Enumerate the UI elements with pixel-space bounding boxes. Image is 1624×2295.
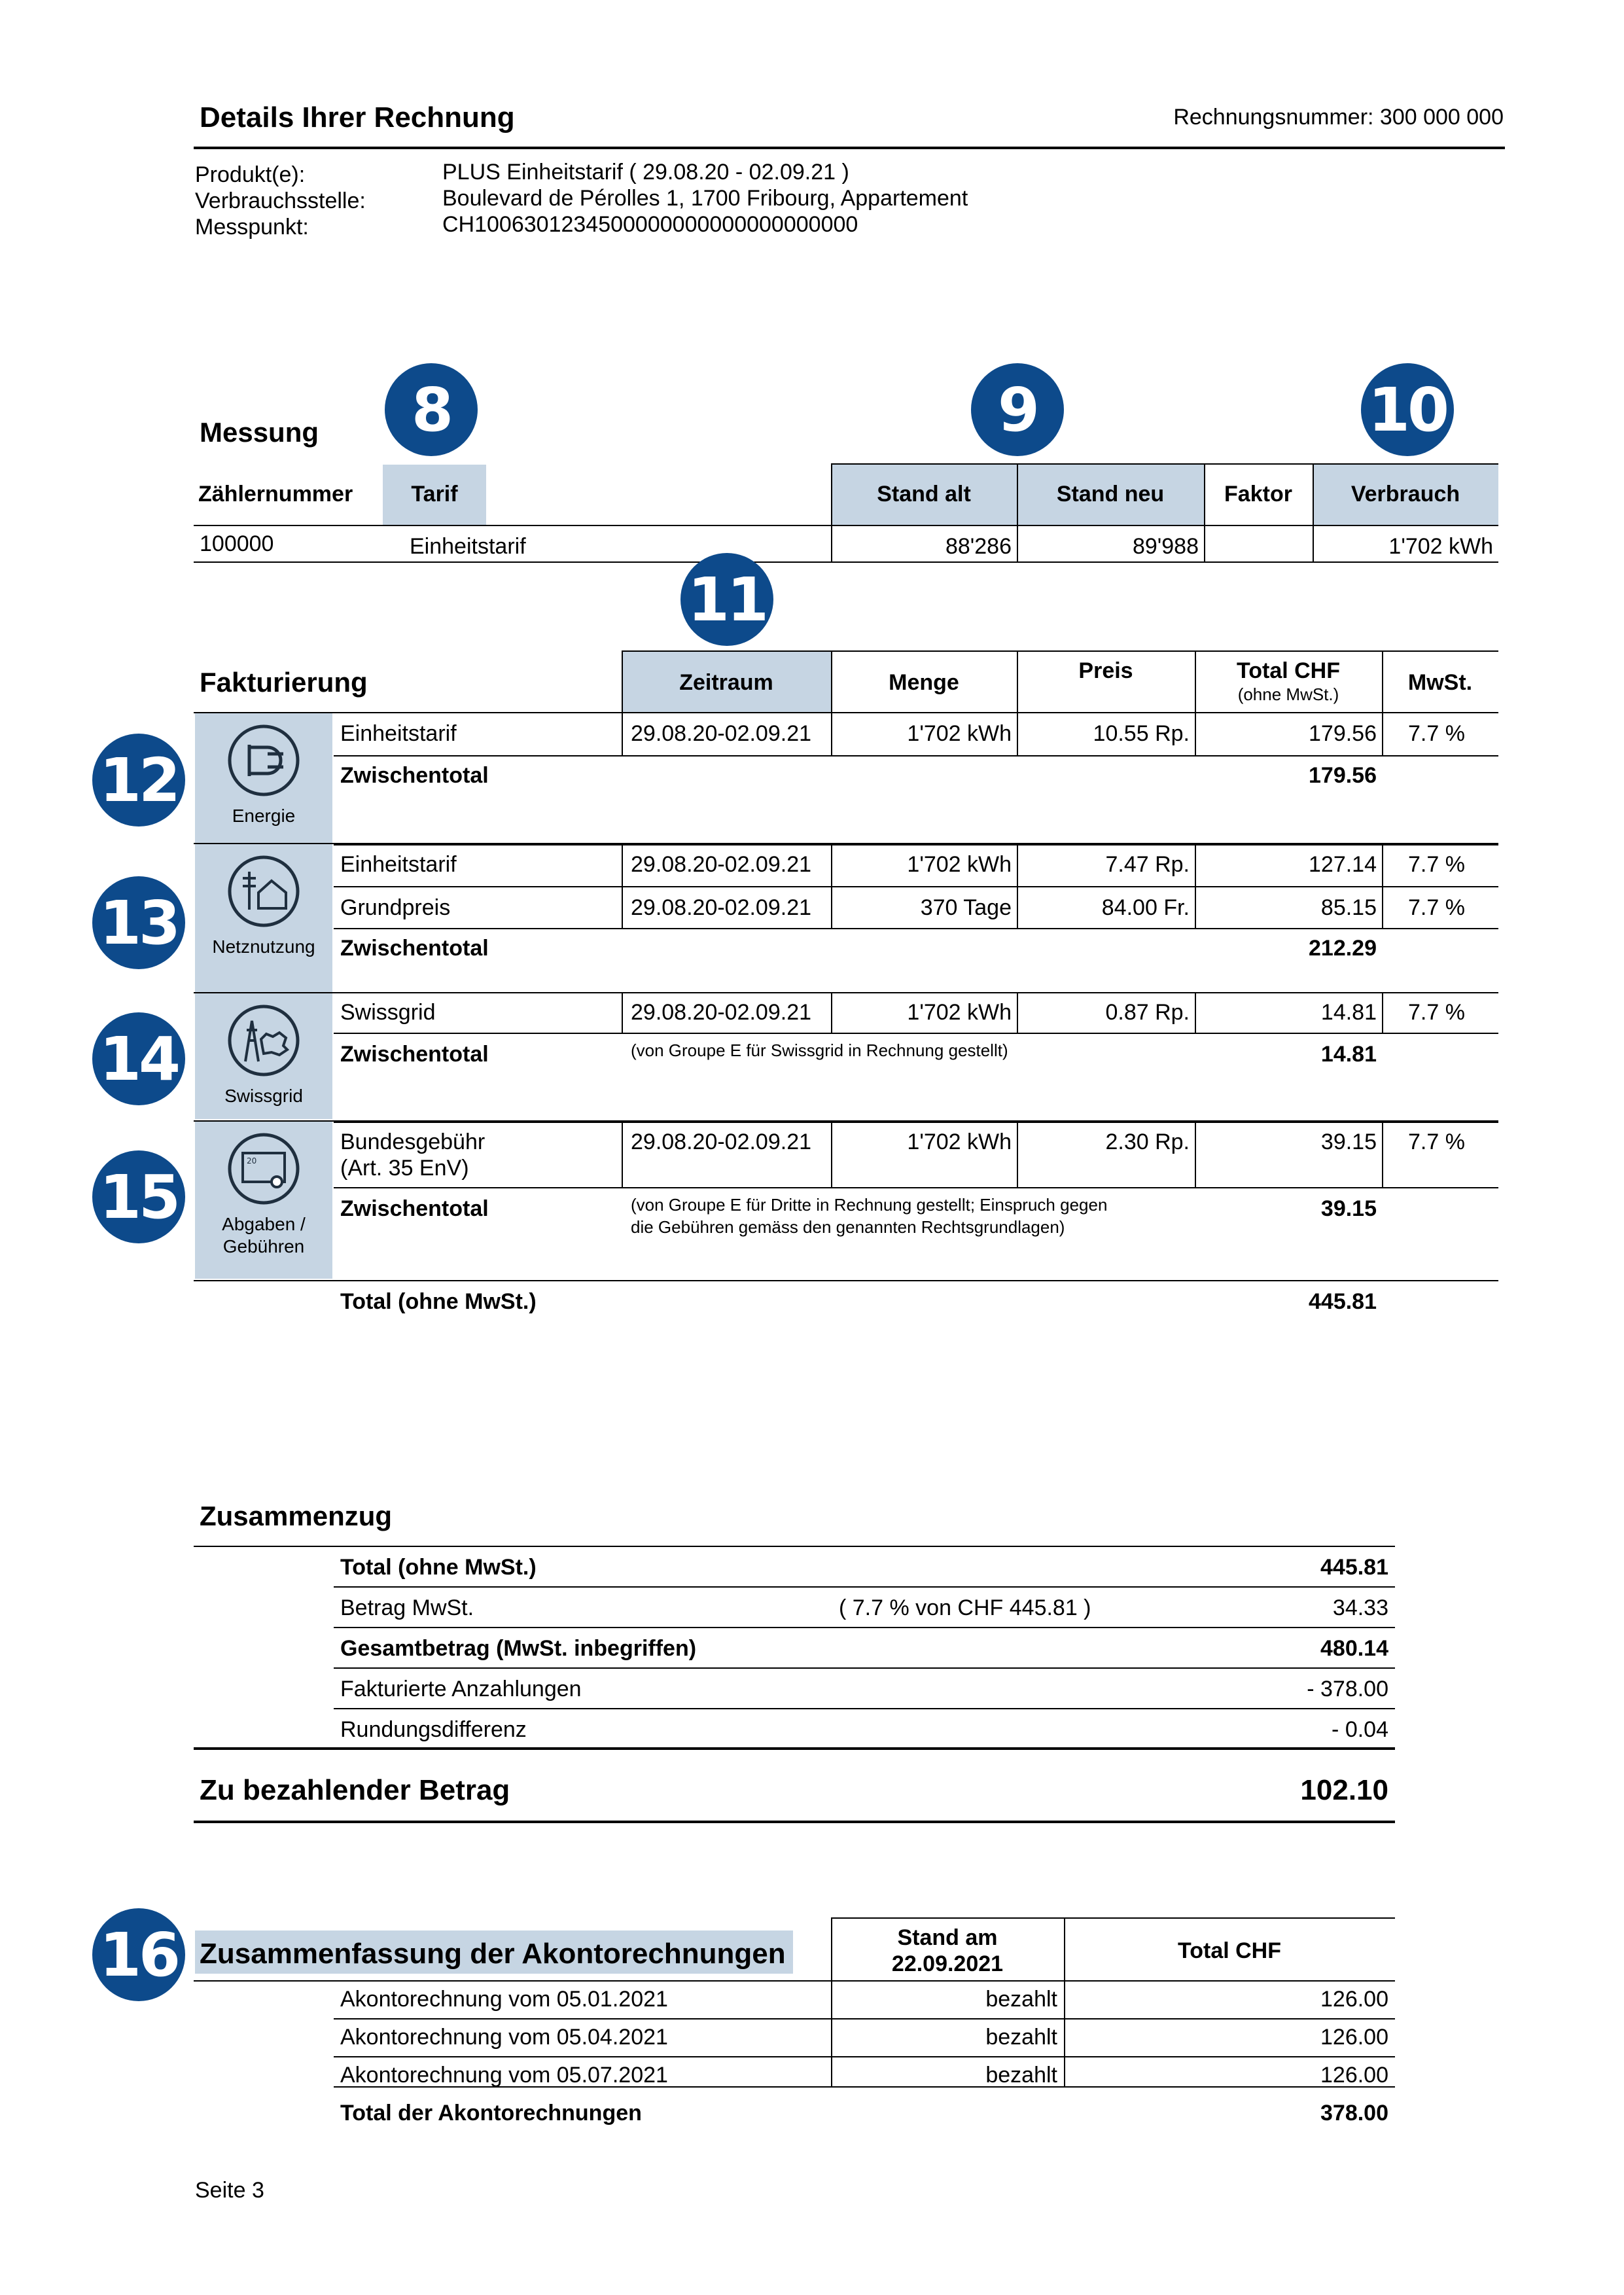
grid-house-icon <box>224 852 303 931</box>
meter-label: Messpunkt: <box>195 215 309 240</box>
col-total: Total CHF <box>1236 658 1340 683</box>
netz-row1-zeitraum: 29.08.20-02.09.21 <box>631 852 812 877</box>
page-number: Seite 3 <box>195 2178 264 2203</box>
netz-row1-total: 127.14 <box>1309 852 1377 877</box>
ak-header-rule <box>194 1980 1395 1982</box>
col-stand-am: Stand am <box>897 1925 998 1950</box>
netz-row2-rule <box>334 928 1498 929</box>
site-label: Verbrauchsstelle: <box>195 188 366 213</box>
messung-bottom-rule <box>194 561 1498 563</box>
swissgrid-row-name: Swissgrid <box>340 1000 436 1025</box>
energie-vline-5 <box>1382 712 1383 755</box>
ak-rule-1 <box>334 2018 1395 2019</box>
badge-15: 15 <box>92 1150 185 1243</box>
netz-row1-mwst: 7.7 % <box>1408 852 1465 877</box>
abgaben-label-2: Gebühren <box>222 1236 305 1256</box>
netz-row2-mwst: 7.7 % <box>1408 895 1465 920</box>
meter-value: CH1006301234500000000000000000000 <box>442 212 858 237</box>
akonto-title: Zusammenfassung der Akontorechnungen <box>200 1938 786 1970</box>
netz-row2-total: 85.15 <box>1320 895 1377 920</box>
ak-row1-value: 126.00 <box>1320 1987 1388 2012</box>
energie-row-rule <box>334 755 1498 756</box>
svg-text:20: 20 <box>247 1156 257 1165</box>
stand-neu-value: 89'988 <box>1132 534 1199 559</box>
badge-13: 13 <box>92 876 185 969</box>
zz-row2-note: ( 7.7 % von CHF 445.81 ) <box>839 1595 1091 1620</box>
product-value: PLUS Einheitstarif ( 29.08.20 - 02.09.21 ) <box>442 160 849 185</box>
zz-rule-5 <box>194 1747 1395 1750</box>
zusammenzug-title: Zusammenzug <box>200 1501 393 1531</box>
energie-row-menge: 1'702 kWh <box>907 721 1012 746</box>
netz-row2-name: Grundpreis <box>340 895 451 920</box>
swissgrid-row-rule <box>334 1033 1498 1034</box>
col-total-chf: Total CHF <box>1177 1938 1281 1963</box>
ak-row3-status: bezahlt <box>985 2063 1057 2088</box>
badge-16: 16 <box>92 1908 185 2001</box>
col-tarif: Tarif <box>411 482 458 507</box>
col-zaehlernummer: Zählernummer <box>198 482 353 507</box>
col-zeitraum: Zeitraum <box>679 670 773 695</box>
abgaben-subtotal-label: Zwischentotal <box>340 1196 489 1221</box>
abgaben-row-rule <box>334 1187 1498 1188</box>
col-faktor: Faktor <box>1224 482 1292 507</box>
ak-row1-label: Akontorechnung vom 05.01.2021 <box>340 1987 668 2012</box>
due-value: 102.10 <box>1300 1774 1388 1806</box>
stand-alt-value: 88'286 <box>945 534 1012 559</box>
invoice-number: Rechnungsnummer: 300 000 000 <box>1173 105 1504 130</box>
abgaben-row-zeitraum: 29.08.20-02.09.21 <box>631 1130 812 1154</box>
energie-row-zeitraum: 29.08.20-02.09.21 <box>631 721 812 746</box>
badge-8: 8 <box>385 363 478 456</box>
zz-row5-value: - 0.04 <box>1332 1717 1388 1742</box>
ak-row2-value: 126.00 <box>1320 2025 1388 2050</box>
netz-row1-name: Einheitstarif <box>340 852 457 877</box>
swissgrid-subtotal: 14.81 <box>1320 1042 1377 1067</box>
site-value: Boulevard de Pérolles 1, 1700 Fribourg, Appartement <box>442 186 968 211</box>
ak-row2-label: Akontorechnung vom 05.04.2021 <box>340 2025 668 2050</box>
col-stand-date: 22.09.2021 <box>891 1951 1004 1976</box>
netz-row2-menge: 370 Tage <box>920 895 1012 920</box>
energie-subtotal-label: Zwischentotal <box>340 763 489 788</box>
sg-vline-5 <box>1382 992 1383 1033</box>
meter-tarif: Einheitstarif <box>410 534 526 559</box>
page-title: Details Ihrer Rechnung <box>200 101 515 133</box>
swissgrid-row-mwst: 7.7 % <box>1408 1000 1465 1025</box>
abgaben-row-name-1: Bundesgebühr <box>340 1130 485 1154</box>
abgaben-category <box>195 1122 332 1279</box>
abgaben-row-menge: 1'702 kWh <box>907 1130 1012 1154</box>
col-stand-neu: Stand neu <box>1056 482 1165 507</box>
zz-top-rule <box>194 1546 1395 1547</box>
ak-total-label: Total der Akontorechnungen <box>340 2101 642 2126</box>
messung-vline-3 <box>1204 463 1205 561</box>
energie-label: Energie <box>232 806 296 826</box>
zz-rule-4 <box>334 1708 1395 1709</box>
col-stand-alt: Stand alt <box>877 482 971 507</box>
sg-vline-1 <box>622 992 623 1033</box>
fakturierung-total-label: Total (ohne MwSt.) <box>340 1289 537 1314</box>
messung-top-rule <box>831 463 1498 465</box>
swissgrid-pylon-icon <box>224 1001 303 1080</box>
ak-rule-2 <box>334 2056 1395 2057</box>
netz-row2-zeitraum: 29.08.20-02.09.21 <box>631 895 812 920</box>
zz-bottom-rule <box>194 1821 1395 1823</box>
zz-row2-label: Betrag MwSt. <box>340 1595 474 1620</box>
fakturierung-total: 445.81 <box>1309 1289 1377 1314</box>
netz-end-rule <box>194 992 1498 993</box>
ak-top-rule <box>831 1917 1395 1919</box>
due-label: Zu bezahlender Betrag <box>200 1774 510 1806</box>
abgaben-end-rule <box>194 1280 1498 1281</box>
zz-rule-2 <box>334 1627 1395 1628</box>
messung-mid-rule <box>194 525 1498 526</box>
badge-14: 14 <box>92 1012 185 1105</box>
energie-category <box>195 713 332 843</box>
plug-icon <box>224 721 303 800</box>
abgaben-label-1: Abgaben / <box>222 1214 306 1234</box>
swissgrid-subtotal-label: Zwischentotal <box>340 1042 489 1067</box>
ab-vline-1 <box>622 1122 623 1187</box>
col-mwst: MwSt. <box>1407 670 1473 695</box>
ab-vline-5 <box>1382 1122 1383 1187</box>
messung-title: Messung <box>200 417 319 448</box>
netz-row1-preis: 7.47 Rp. <box>1105 852 1190 877</box>
zz-row2-value: 34.33 <box>1332 1595 1388 1620</box>
energie-row-preis: 10.55 Rp. <box>1093 721 1190 746</box>
netz-subtotal: 212.29 <box>1309 936 1377 961</box>
ak-total-value: 378.00 <box>1320 2101 1388 2126</box>
ak-row3-value: 126.00 <box>1320 2063 1388 2088</box>
verbrauch-value: 1'702 kWh <box>1388 534 1493 559</box>
col-menge: Menge <box>889 670 959 695</box>
energie-row-name: Einheitstarif <box>340 721 457 746</box>
badge-10: 10 <box>1361 363 1454 456</box>
header-rule <box>194 147 1505 149</box>
abgaben-note-1: (von Groupe E für Dritte in Rechnung gestellt; Einspruch gegen <box>631 1195 1108 1215</box>
energie-vline-1 <box>622 712 623 755</box>
zz-row1-label: Total (ohne MwSt.) <box>340 1555 537 1580</box>
abgaben-row-mwst: 7.7 % <box>1408 1130 1465 1154</box>
col-total-sub: (ohne MwSt.) <box>1237 685 1339 704</box>
badge-11: 11 <box>680 553 773 646</box>
netz-subtotal-label: Zwischentotal <box>340 936 489 961</box>
fee-ticket-icon <box>224 1130 303 1208</box>
fakturierung-title: Fakturierung <box>200 667 368 698</box>
ak-rule-3 <box>334 2086 1395 2088</box>
abgaben-top-rule <box>334 1122 1498 1123</box>
swissgrid-row-menge: 1'702 kWh <box>907 1000 1012 1025</box>
zz-row3-value: 480.14 <box>1320 1636 1388 1661</box>
netz-row1-menge: 1'702 kWh <box>907 852 1012 877</box>
zz-row4-value: - 378.00 <box>1307 1677 1388 1701</box>
meter-number: 100000 <box>200 531 274 556</box>
swissgrid-category <box>195 993 332 1119</box>
energie-subtotal: 179.56 <box>1309 763 1377 788</box>
energie-row-mwst: 7.7 % <box>1408 721 1465 746</box>
abgaben-row-total: 39.15 <box>1320 1130 1377 1154</box>
fakt-top-rule <box>622 650 1498 652</box>
netz-top-rule <box>334 844 1498 845</box>
badge-9: 9 <box>971 363 1064 456</box>
badge-12: 12 <box>92 734 185 827</box>
product-label: Produkt(e): <box>195 162 306 187</box>
abgaben-note-2: die Gebühren gemäss den genannten Rechtsgrundlagen) <box>631 1217 1065 1237</box>
abgaben-row-preis: 2.30 Rp. <box>1105 1130 1190 1154</box>
ak-row2-status: bezahlt <box>985 2025 1057 2050</box>
swissgrid-row-zeitraum: 29.08.20-02.09.21 <box>631 1000 812 1025</box>
netz-row1-rule <box>334 886 1498 887</box>
abgaben-row-name-2: (Art. 35 EnV) <box>340 1156 469 1181</box>
zz-row5-label: Rundungsdifferenz <box>340 1717 527 1742</box>
netz-label: Netznutzung <box>212 936 315 957</box>
zz-row1-value: 445.81 <box>1320 1555 1388 1580</box>
zz-rule-3 <box>334 1667 1395 1669</box>
swissgrid-row-preis: 0.87 Rp. <box>1105 1000 1190 1025</box>
swissgrid-row-total: 14.81 <box>1320 1000 1377 1025</box>
zz-row4-label: Fakturierte Anzahlungen <box>340 1677 582 1701</box>
ak-row1-status: bezahlt <box>985 1987 1057 2012</box>
zz-row3-label: Gesamtbetrag (MwSt. inbegriffen) <box>340 1636 697 1661</box>
abgaben-subtotal: 39.15 <box>1320 1196 1377 1221</box>
swissgrid-label: Swissgrid <box>224 1086 303 1106</box>
netz-row2-preis: 84.00 Fr. <box>1101 895 1190 920</box>
ak-row3-label: Akontorechnung vom 05.07.2021 <box>340 2063 668 2088</box>
fakt-header-bottom-rule <box>194 712 1498 713</box>
swissgrid-note: (von Groupe E für Swissgrid in Rechnung gestellt) <box>631 1041 1008 1060</box>
col-preis: Preis <box>1078 658 1133 683</box>
zz-rule-1 <box>334 1586 1395 1588</box>
netz-category <box>195 844 332 992</box>
energie-row-total: 179.56 <box>1309 721 1377 746</box>
col-verbrauch: Verbrauch <box>1350 482 1460 507</box>
